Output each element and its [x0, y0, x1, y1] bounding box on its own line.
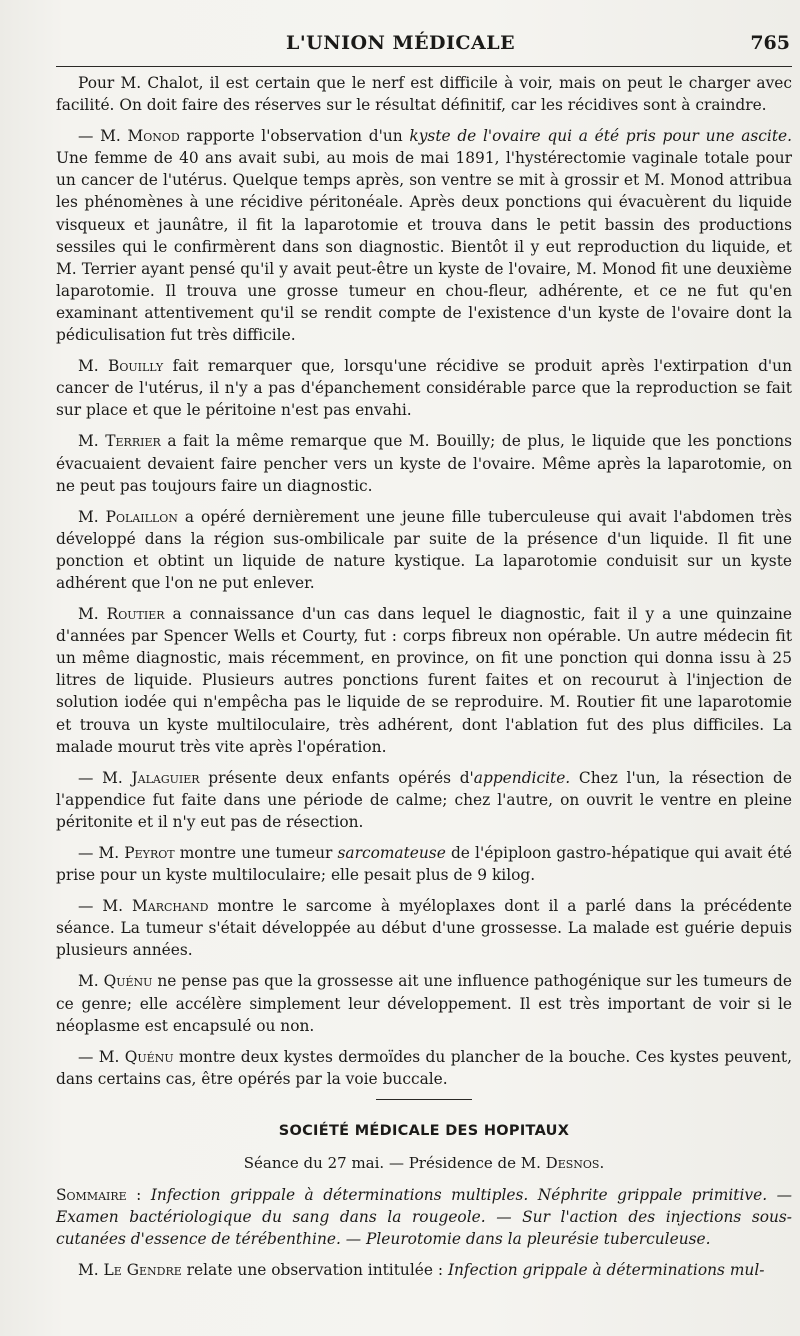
speaker-name: Terrier	[105, 432, 161, 451]
page-number: 765	[750, 32, 790, 54]
paragraph-chalot: Pour M. Chalot, il est certain que le nerf est difficile à voir, mais on peut le charger avec facilité. On doit faire des réserves sur le résultat définitif, car les récidives sont à craindre.	[56, 74, 792, 115]
article-body	[56, 72, 792, 1291]
paragraph-jalaguier: — M. Jalaguier présente deux enfants opérés d'appendicite. Chez l'un, la résection de l'appendice fut faite dans une période de calme; chez l'autre, on ouvrit le ventre en pleine péritonite et il n'y eut pas de résection.	[56, 768, 793, 831]
paragraph-terrier: M. Terrier a fait la même remarque que M. Bouilly; de plus, le liquide que les ponctions évacuaient devaient faire pencher vers un kyste de l'ovaire. Même après la laparotomie, on ne peut pas toujours faire un diagnostic.	[56, 432, 792, 495]
paragraph-le-gendre: M. Le Gendre relate une observation intitulée : Infection grippale à déterminations mul-	[78, 1261, 765, 1280]
running-title: L'UNION MÉDICALE	[286, 32, 516, 54]
paragraph-quenu-1: M. Quénu ne pense pas que la grossesse ait une influence pathogénique sur les tumeurs de ce genre; elle accélère simplement leur développement. Il est très important de voir si le néoplasme est encapsulé ou non.	[56, 972, 792, 1035]
speaker-name: Le Gendre	[103, 1261, 182, 1280]
summary-text: Infection grippale à déterminations multiples. Néphrite grippale primitive. — Examen bactériologique du sang dans la rougeole. — Sur l'action des injections sous-cutanées d'essence de térébenthine. — Pleurotomie dans la pleurésie tuberculeuse.	[56, 1186, 792, 1249]
section-separator	[376, 1099, 472, 1100]
speaker-name: Bouilly	[108, 357, 164, 376]
speaker-name: Polaillon	[105, 507, 178, 526]
speaker-name: Marchand	[132, 897, 209, 916]
case-title: kyste de l'ovaire qui a été pris pour une ascite.	[409, 127, 793, 146]
header-rule	[56, 66, 792, 67]
speaker-name: Quénu	[124, 1047, 174, 1066]
paragraph-polaillon: M. Polaillon a opéré dernièrement une jeune fille tuberculeuse qui avait l'abdomen très développé dans la région sus-ombilicale par suite de la présence d'un liquide. Il fit une ponction et obtint un liquide de nature kystique. La laparotomie conduisit sur un kyste adhérent que l'on ne put enlever.	[56, 507, 792, 592]
speaker-name: Jalaguier	[131, 768, 200, 787]
paragraph-monod: — M. Monod rapporte l'observation d'un kyste de l'ovaire qui a été pris pour une ascite. Une femme de 40 ans avait subi, au mois de mai 1891, l'hystérectomie vaginale totale pour un cancer de l'utérus. Quelque temps après, son ventre se mit à grossir et M. Monod attribua les phénomènes à une récidive péritonéale. Après deux ponctions qui évacuèrent du liquide visqueux et jaunâtre, il fit la laparotomie et trouva dans le petit bassin des productions sessiles qui le confirmèrent dans son diagnostic. Bientôt il y eut reproduction du liquide, et M. Terrier ayant pensé qu'il y avait peut-être un kyste de l'ovaire, M. Monod fit une deuxième laparotomie. Il trouva une grosse tumeur en chou-fleur, adhérente, et ce ne fut qu'en examinant attentivement qu'il se rendit compte de l'existence d'un kyste de l'ovaire dont la pédiculisation fut très difficile.	[56, 127, 793, 345]
paragraph-routier: M. Routier a connaissance d'un cas dans lequel le diagnostic, fait il y a une quinzaine d'années par Spencer Wells et Courty, fut : corps fibreux non opérable. Un autre médecin fit un même diagnostic, mais récemment, en province, on fit une ponction qui donna issu à 25 litres de liquide. Plusieurs autres ponctions furent faites et on recourut à l'injection de solution iodée qui n'empêcha pas le liquide de se reproduire. M. Routier fit une laparotomie et trouva un kyste multiloculaire, très adhérent, dont l'ablation fut des plus difficiles. La malade mourut très vite après l'opération.	[56, 605, 793, 756]
session-line: Séance du 27 mai. — Présidence de M. Desnos.	[243, 1154, 605, 1173]
section-title: SOCIÉTÉ MÉDICALE DES HOPITAUX	[278, 1122, 570, 1139]
speaker-name: Peyrot	[124, 844, 175, 862]
paragraph-bouilly: M. Bouilly fait remarquer que, lorsqu'une récidive se produit après l'extirpation d'un cancer de l'utérus, il n'y a pas d'épanchement considérable parce que la reproduction se fait sur place et que le péritoine n'est pas envahi.	[56, 357, 792, 420]
speaker-name: Quénu	[103, 972, 153, 991]
summary-label: Sommaire	[56, 1186, 127, 1205]
session-summary: Sommaire : Infection grippale à déterminations multiples. Néphrite grippale primitive. — Examen bactériologique du sang dans la rougeole. — Sur l'action des injections sous-cutanées d'essence de térébenthine. — Pleurotomie dans la pleurésie tuberculeuse.	[56, 1186, 792, 1249]
paragraph-marchand: — M. Marchand montre le sarcome à myéloplaxes dont il a parlé dans la précédente séance. La tumeur s'était développée au début d'une grossesse. La malade est guérie depuis plusieurs années.	[56, 897, 793, 960]
speaker-name: Routier	[106, 605, 165, 624]
paragraph-peyrot: — M. Peyrot montre une tumeur sarcomateuse de l'épiploon gastro-hépatique qui avait été prise pour un kyste multiloculaire; elle pesait plus de 9 kilog.	[56, 844, 792, 885]
president-name: Desnos	[545, 1154, 600, 1173]
speaker-name: Monod	[127, 127, 180, 146]
paragraph-quenu-2: — M. Quénu montre deux kystes dermoïdes du plancher de la bouche. Ces kystes peuvent, dans certains cas, être opérés par la voie buccale.	[56, 1047, 792, 1088]
page-header	[56, 30, 792, 62]
